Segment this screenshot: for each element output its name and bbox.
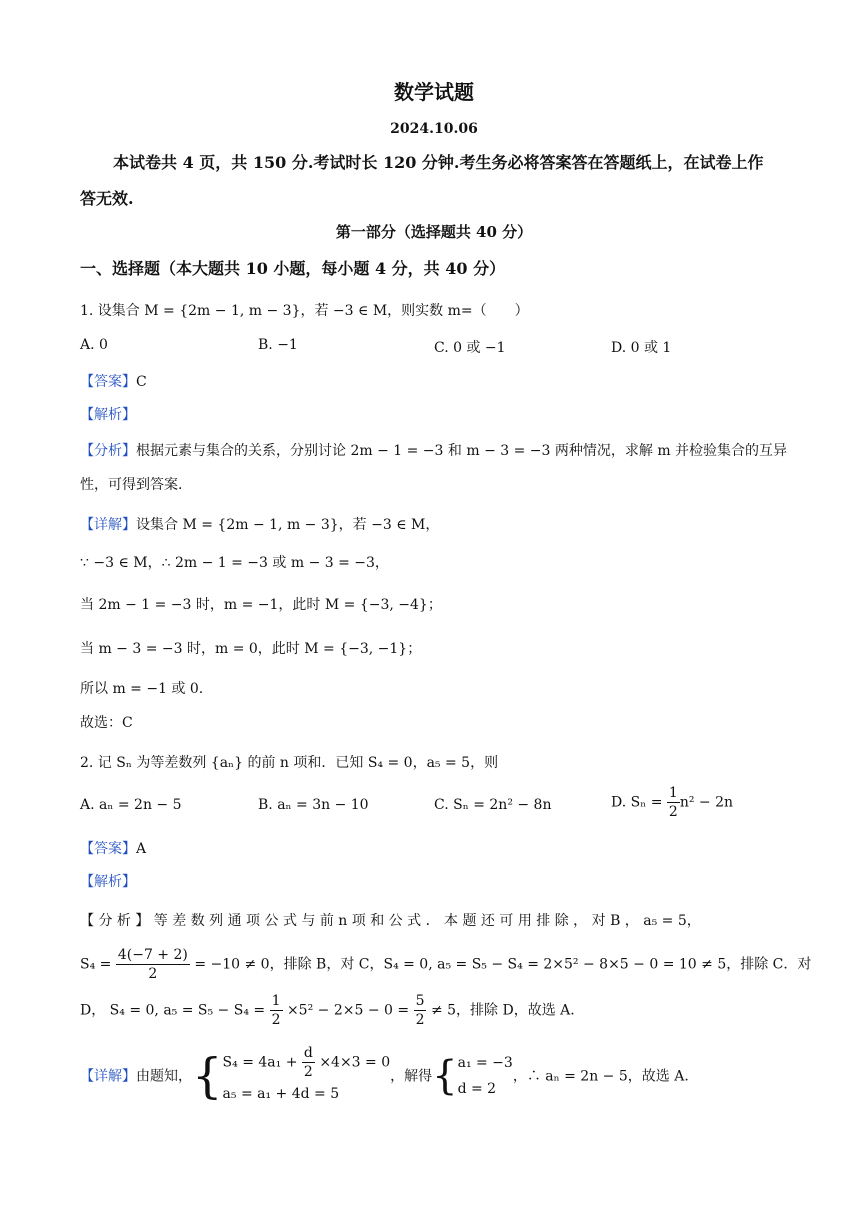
- detail-post: ，∴ aₙ = 2n − 5，故选 A.: [512, 1068, 689, 1085]
- q1-option-d: D. 0 或 1: [611, 340, 672, 356]
- section-title: 一、选择题（本大题共 10 小题，每小题 4 分，共 40 分）: [80, 259, 506, 278]
- fraction-denominator: 2: [271, 1012, 281, 1028]
- exam-date: 2024.10.06: [390, 121, 478, 137]
- page-title: 数学试题: [394, 80, 474, 104]
- fraction-denominator: 2: [148, 966, 158, 982]
- q2-detail: [80, 1044, 689, 1107]
- q1-answer: [80, 371, 147, 391]
- q2-answer: [80, 838, 146, 858]
- fraction-numerator: 1: [668, 785, 678, 801]
- system-1-line-2: a₅ = a₁ + 4d = 5: [222, 1086, 340, 1102]
- detail-label: 【详解】: [80, 517, 136, 533]
- sys1-pre: S₄ = 4a₁ +: [222, 1054, 298, 1071]
- answer-value: A: [136, 841, 147, 857]
- fraction-numerator: 1: [271, 993, 281, 1009]
- q1-option-c: C. 0 或 −1: [434, 340, 506, 356]
- sys1-fraction: [302, 1044, 315, 1081]
- fraction-denominator: 2: [415, 1012, 425, 1028]
- fenxi-text: 根据元素与集合的关系，分别讨论 2m − 1 = −3 和 m − 3 = −3 两种情况，求解 m 并检验集合的互异: [136, 443, 788, 459]
- q1-fenxi-line-1: [80, 440, 787, 460]
- sys1-post: ×4×3 = 0: [319, 1054, 391, 1071]
- q1-detail-line-3: 当 2m − 1 = −3 时，m = −1，此时 M = {−3, −4}；: [80, 597, 442, 613]
- option-d-fraction: [667, 784, 680, 821]
- q1-option-a: A. 0: [80, 337, 108, 353]
- detail-pre: 由题知，: [136, 1068, 192, 1085]
- fenxi3-fraction-1: [270, 992, 283, 1029]
- q1-detail-line-1: [80, 514, 439, 534]
- q1-analysis-label: 【解析】: [80, 407, 136, 423]
- q1-stem: 1. 设集合 M = {2m − 1, m − 3}，若 −3 ∈ M，则实数 m=（ ）: [80, 303, 529, 319]
- answer-label: 【答案】: [80, 374, 136, 390]
- fenxi2-fraction: [116, 946, 190, 983]
- q2-option-a: A. aₙ = 2n − 5: [80, 797, 182, 813]
- equation-system-1: [223, 1044, 391, 1107]
- intro-line-1: 本试卷共 4 页，共 150 分.考试时长 120 分钟.考生务必将答案答在答题纸上，在试卷上作: [113, 153, 764, 172]
- system-2-line-2: d = 2: [457, 1080, 497, 1097]
- answer-value: C: [136, 374, 147, 390]
- fraction-numerator: 5: [415, 993, 425, 1009]
- option-d-tail: n² − 2n: [679, 794, 734, 811]
- q2-fenxi-line-2: [80, 946, 811, 983]
- fraction-numerator: 4(−7 + 2): [117, 947, 188, 963]
- answer-label: 【答案】: [80, 841, 136, 857]
- detail-mid: ，解得: [390, 1068, 433, 1085]
- detail-text: 设集合 M = {2m − 1, m − 3}，若 −3 ∈ M，: [136, 517, 440, 533]
- detail-label: 【详解】: [80, 1068, 136, 1085]
- fraction-denominator: 2: [668, 804, 678, 820]
- q2-analysis-label: 【解析】: [80, 874, 136, 890]
- q1-option-b: B. −1: [258, 337, 298, 353]
- q2-option-b: B. aₙ = 3n − 10: [258, 797, 369, 813]
- fenxi3-fraction-2: [414, 992, 427, 1029]
- fenxi3-pre: D， S₄ = 0, a₅ = S₅ − S₄ =: [80, 1002, 266, 1019]
- part1-title: 第一部分（选择题共 40 分）: [335, 223, 533, 241]
- fenxi3-post: ≠ 5，排除 D，故选 A.: [430, 1002, 575, 1019]
- q2-option-c: C. Sₙ = 2n² − 8n: [434, 797, 552, 813]
- option-d-prefix: D. Sₙ =: [611, 794, 667, 811]
- q2-fenxi-line-1: 【 分 析 】 等 差 数 列 通 项 公 式 与 前 n 项 和 公 式 ． 本 题 还 可 用 排 除 ， 对 B ， a₅ = 5，: [80, 913, 701, 929]
- intro-line-2: 答无效.: [80, 189, 134, 208]
- fraction-denominator: 2: [303, 1064, 313, 1080]
- fenxi2-post: = −10 ≠ 0，排除 B，对 C，S₄ = 0, a₅ = S₅ − S₄ = 2×5² − 8×5 − 0 = 10 ≠ 5，排除 C．对: [194, 956, 812, 973]
- q1-detail-line-5: 所以 m = −1 或 0.: [80, 681, 204, 697]
- fenxi2-pre: S₄ =: [80, 956, 112, 973]
- left-brace-icon: {: [192, 1047, 223, 1104]
- left-brace-icon: {: [432, 1052, 458, 1099]
- fenxi3-mid: ×5² − 2×5 − 0 =: [286, 1002, 410, 1019]
- q1-detail-line-6: 故选：C: [80, 715, 133, 731]
- q2-fenxi-line-3: [80, 992, 575, 1029]
- system-2-line-1: a₁ = −3: [457, 1054, 513, 1071]
- q1-fenxi-line-2: 性，可得到答案.: [80, 477, 183, 493]
- q2-stem: 2. 记 Sₙ 为等差数列 {aₙ} 的前 n 项和．已知 S₄ = 0，a₅ = 5，则: [80, 755, 499, 771]
- q2-option-d: [611, 784, 733, 821]
- fraction-numerator: d: [303, 1045, 313, 1061]
- system-1-line-1: [223, 1044, 391, 1081]
- equation-system-2: [458, 1050, 513, 1102]
- fenxi-label: 【分析】: [80, 443, 136, 459]
- q1-detail-line-2: ∵ −3 ∈ M，∴ 2m − 1 = −3 或 m − 3 = −3，: [80, 555, 389, 571]
- q1-detail-line-4: 当 m − 3 = −3 时，m = 0，此时 M = {−3, −1}；: [80, 641, 422, 657]
